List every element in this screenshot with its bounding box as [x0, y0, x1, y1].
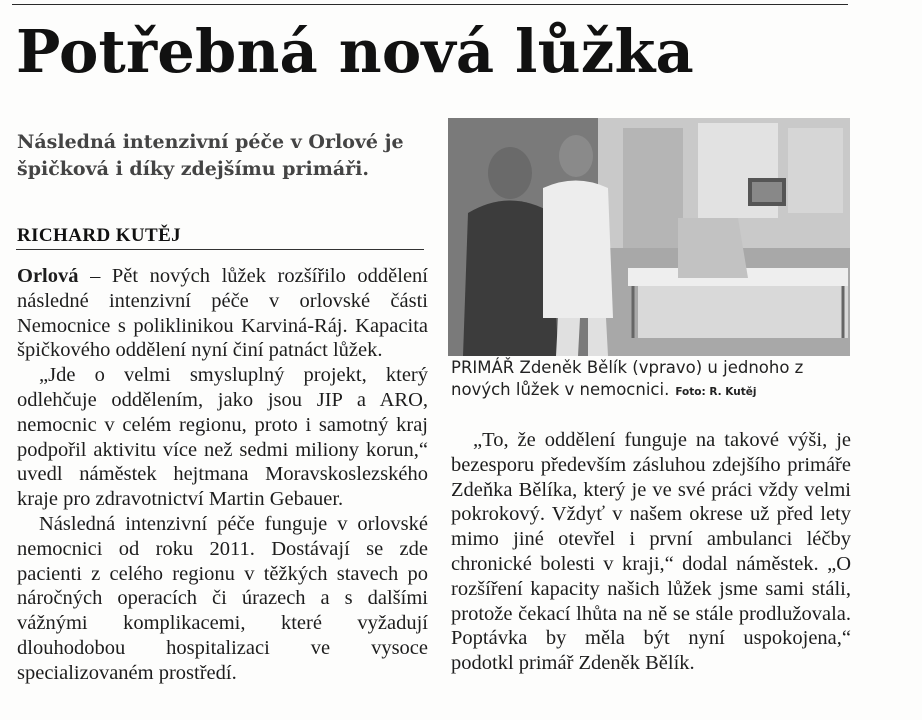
byline: RICHARD KUTĚJ: [17, 225, 182, 246]
subtitle: Následná intenzivní péče v Orlové je špičková i díky zdejšímu primáři.: [17, 131, 404, 180]
article-paragraph-2: „Jde o velmi smysluplný projekt, který odlehčuje oddělením, jako jsou JIP a ARO, nemocnic v celém regionu, proto i samotný kraj podpořil aktivitu více než sedmi miliony korun,“ uvedl náměstek hejtmana Moravskoslezského kraje pro zdravotnictví Martin Gebauer.: [17, 364, 428, 511]
paragraph-1-text: – Pět nových lůžek rozšířilo oddělení následné intenzivní péče v orlovské části Nemocnice s poliklinikou Karviná-Ráj. Kapacita špičkového oddělení nyní činí patnáct lůžek.: [17, 265, 428, 362]
article-photo: [448, 118, 850, 356]
photo-credit: Foto: R. Kutěj: [675, 386, 757, 398]
photo-caption-text: PRIMÁŘ Zdeněk Bělík (vpravo) u jednoho z nových lůžek v nemocnici.: [451, 358, 804, 399]
article-paragraph-4: „To, že oddělení funguje na takové výši, je bezesporu především zásluhou zdejšího primáře Zdeňka Bělíka, který je ve své práci vždy velmi pokrokový. Vždyť v našem okrese už před lety mimo jiné otevřel i první ambulanci léčby chronické bolesti v kraji,“ dodal náměstek. „O rozšíření kapacity našich lůžek jsme sami stáli, protože čekací lhůta na ně se stále prodlužovala. Poptávka by měla být nyní uspokojena,“ podotkl primář Zdeněk Bělík.: [451, 429, 851, 675]
article-paragraph-1: [17, 264, 428, 363]
headline: Potřebná nová lůžka: [16, 17, 694, 86]
article-right-column: [451, 428, 851, 676]
article-left-column: [17, 264, 428, 686]
photo-caption: [451, 357, 851, 403]
top-rule: [12, 4, 848, 5]
article-paragraph-3: Následná intenzivní péče funguje v orlovské nemocnici od roku 2011. Dostávají se zde pacienti z celého regionu v těžkých stavech po náročných operacích či úrazech a s dalšími vážnými komplikacemi, které vyžadují dlouhodobou hospitalizaci ve vysoce specializovaném prostředí.: [17, 512, 428, 684]
hospital-room-photo: [448, 118, 850, 356]
dateline: Orlová: [17, 265, 79, 287]
byline-rule: [16, 249, 424, 250]
